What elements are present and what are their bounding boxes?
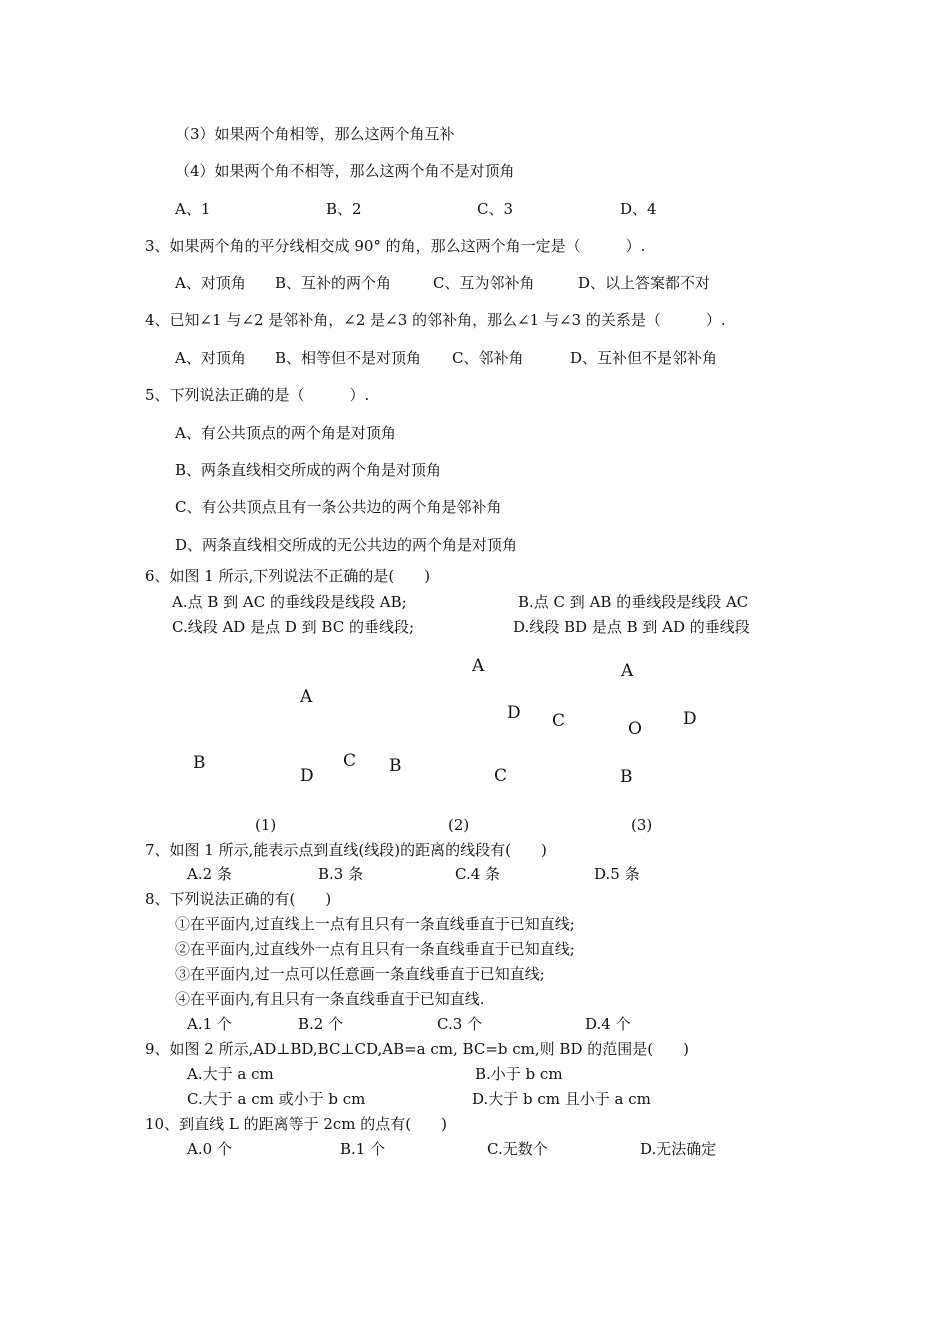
q5-option-a: A、有公共顶点的两个角是对顶角 <box>175 424 396 442</box>
q4-option-b: B、相等但不是对顶角 <box>275 349 422 367</box>
q8-statement-2: ②在平面内,过直线外一点有且只有一条直线垂直于已知直线; <box>175 940 575 958</box>
fig2-label-b: B <box>389 756 402 776</box>
q9-option-a: A.大于 a cm <box>187 1065 274 1083</box>
q6-option-b: B.点 C 到 AB 的垂线段是线段 AC <box>518 593 749 611</box>
q8-option-a: A.1 个 <box>187 1015 232 1033</box>
question-6: 6、如图 1 所示,下列说法不正确的是( ) <box>145 567 431 585</box>
q3-option-c: C、互为邻补角 <box>433 274 535 292</box>
fig3-label-b: B <box>620 767 633 787</box>
stmt-3: （3）如果两个角相等，那么这两个角互补 <box>175 125 455 143</box>
fig1-label-d: D <box>300 766 314 786</box>
q2-option-a: A、1 <box>175 200 211 218</box>
q4-option-a: A、对顶角 <box>175 349 246 367</box>
fig2-label-a: A <box>472 656 485 676</box>
q7-option-b: B.3 条 <box>318 865 364 883</box>
figure-caption-2: (2) <box>448 816 470 834</box>
fig1-label-c: C <box>343 751 357 771</box>
q7-option-d: D.5 条 <box>594 865 640 883</box>
question-7: 7、如图 1 所示,能表示点到直线(线段)的距离的线段有( ) <box>145 841 547 859</box>
q3-option-d: D、以上答案都不对 <box>578 274 711 292</box>
q10-option-a: A.0 个 <box>187 1140 232 1158</box>
question-10: 10、到直线 L 的距离等于 2cm 的点有( ) <box>145 1115 447 1133</box>
fig2-label-d: D <box>507 703 521 723</box>
fig3-label-c: C <box>552 711 566 731</box>
q5-option-c: C、有公共顶点且有一条公共边的两个角是邻补角 <box>175 498 502 516</box>
q10-option-b: B.1 个 <box>340 1140 386 1158</box>
fig2-label-c: C <box>494 766 508 786</box>
q7-option-c: C.4 条 <box>455 865 501 883</box>
fig1-label-b: B <box>193 753 206 773</box>
q10-option-d: D.无法确定 <box>640 1140 717 1158</box>
q5-option-d: D、两条直线相交所成的无公共边的两个角是对顶角 <box>175 536 518 554</box>
q9-option-b: B.小于 b cm <box>475 1065 563 1083</box>
q4-option-c: C、邻补角 <box>452 349 524 367</box>
q6-option-d: D.线段 BD 是点 B 到 AD 的垂线段 <box>513 618 750 636</box>
q2-option-d: D、4 <box>620 200 657 218</box>
q5-option-b: B、两条直线相交所成的两个角是对顶角 <box>175 461 442 479</box>
figure-caption-1: (1) <box>255 816 277 834</box>
figure-caption-3: (3) <box>631 816 653 834</box>
question-4: 4、已知∠1 与∠2 是邻补角，∠2 是∠3 的邻补角，那么∠1 与∠3 的关系是（ ）. <box>145 311 726 329</box>
fig3-label-a: A <box>621 661 634 681</box>
q2-option-b: B、2 <box>326 200 362 218</box>
q3-option-a: A、对顶角 <box>175 274 246 292</box>
question-3: 3、如果两个角的平分线相交成 90° 的角，那么这两个角一定是（ ）. <box>145 237 646 255</box>
fig1-label-a: A <box>300 687 313 707</box>
q8-option-d: D.4 个 <box>585 1015 631 1033</box>
question-9: 9、如图 2 所示,AD⊥BD,BC⊥CD,AB=a cm, BC=b cm,则 BD 的范围是( ) <box>145 1040 689 1058</box>
q2-option-c: C、3 <box>477 200 514 218</box>
q6-option-c: C.线段 AD 是点 D 到 BC 的垂线段; <box>172 618 415 636</box>
question-5: 5、下列说法正确的是（ ）. <box>145 386 370 404</box>
q3-option-b: B、互补的两个角 <box>275 274 392 292</box>
q6-option-a: A.点 B 到 AC 的垂线段是线段 AB; <box>172 593 407 611</box>
q8-statement-3: ③在平面内,过一点可以任意画一条直线垂直于已知直线; <box>175 965 545 983</box>
stmt-4: （4）如果两个角不相等，那么这两个角不是对顶角 <box>175 162 515 180</box>
q8-option-c: C.3 个 <box>437 1015 483 1033</box>
q9-option-d: D.大于 b cm 且小于 a cm <box>472 1090 651 1108</box>
q8-option-b: B.2 个 <box>298 1015 344 1033</box>
q8-statement-1: ①在平面内,过直线上一点有且只有一条直线垂直于已知直线; <box>175 915 575 933</box>
question-8: 8、下列说法正确的有( ) <box>145 890 332 908</box>
q8-statement-4: ④在平面内,有且只有一条直线垂直于已知直线. <box>175 990 485 1008</box>
q4-option-d: D、互补但不是邻补角 <box>570 349 718 367</box>
fig3-label-o: O <box>628 719 642 739</box>
q9-option-c: C.大于 a cm 或小于 b cm <box>187 1090 366 1108</box>
q10-option-c: C.无数个 <box>487 1140 548 1158</box>
q7-option-a: A.2 条 <box>187 865 232 883</box>
fig3-label-d: D <box>683 709 697 729</box>
